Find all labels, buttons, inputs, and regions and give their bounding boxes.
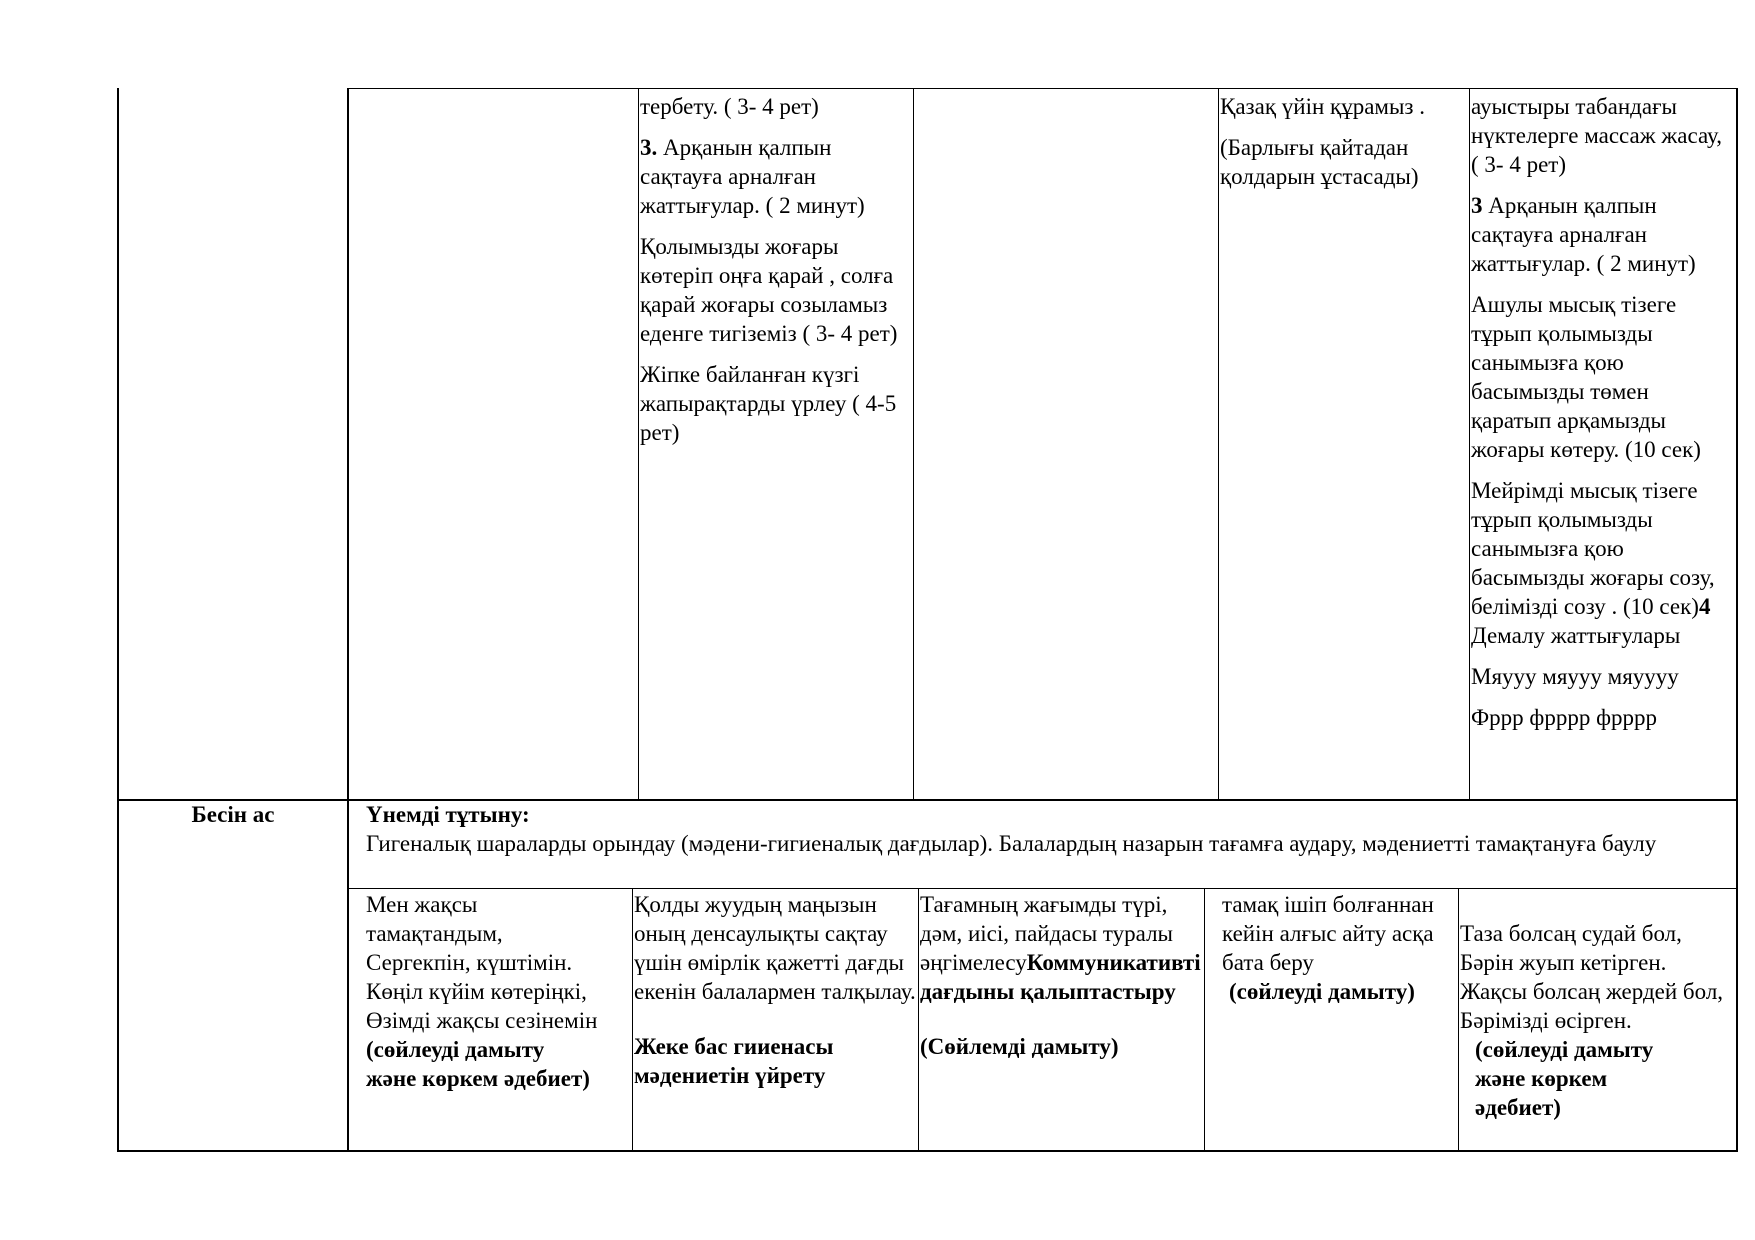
step-text: Мейрімді мысық тізеге тұрып қолымызды санымызға қою басымызды жоғары созу, белімізді созу . (10 сек): [1471, 478, 1715, 619]
text-line: Жақсы болсаң жердей бол,: [1460, 979, 1724, 1004]
text-paragraph: Қолымызды жоғары көтеріп оңға қарай , солға қарай жоғары созыламыз еденге тигіземіз ( 3- 4 рет): [640, 234, 898, 346]
text-line: Бәрін жуып кетірген.: [1460, 950, 1667, 975]
top-cell-exercises-a: [640, 92, 912, 447]
text-line: Таза болсаң судай бол,: [1460, 921, 1682, 946]
text-line: (сөйлеуді дамыту: [366, 1037, 545, 1062]
text-line: Сергекпін, күштімін.: [366, 950, 573, 975]
text-paragraph: Қазақ үйін құрамыз .: [1220, 94, 1426, 119]
step-text: Арқанын қалпын сақтауға арналған жаттығулар. ( 2 минут): [1471, 193, 1696, 276]
text-paragraph: ауыстыры табандағы нүктелерге массаж жасау, ( 3- 4 рет): [1471, 94, 1722, 177]
subheader-text: Гигеналық шараларды орындау (мәдени-гигиеналық дағдылар). Балалардың назарын тағамға аудару, мәдениетті тамақтануға баулу: [366, 831, 1657, 856]
top-cell-exercises-b: [1471, 92, 1733, 732]
text-paragraph: тербету. ( 3- 4 рет): [640, 94, 819, 119]
step-text: Демалу жаттығулары: [1471, 623, 1681, 648]
column-divider-label: [347, 88, 349, 1152]
table-right-border: [1736, 88, 1738, 1152]
text-line: Көңіл күйім көтеріңкі,: [366, 979, 587, 1004]
bottom-divider-2: [632, 888, 633, 1151]
text-paragraph: Мяууу мяууу мяуууу: [1471, 664, 1679, 689]
subheader-separator: [348, 888, 1737, 889]
subheader-title: Үнемді тұтыну:: [366, 802, 530, 827]
table-bottom-border: [117, 1150, 1737, 1152]
text-line: тамақтандым,: [366, 921, 503, 946]
meal-cell-5: [1460, 919, 1734, 1122]
text-block: (сөйлеуді дамыту және көркем әдебиет): [1475, 1037, 1654, 1120]
top-cell-yurt: [1220, 92, 1467, 191]
top-divider-2: [638, 88, 639, 800]
top-divider-4: [1218, 88, 1219, 800]
text-inline: Коммуникативті дағдыны қалыптастыру: [920, 950, 1201, 1004]
step-number: 3.: [640, 135, 658, 160]
text-block: тамақ ішіп болғаннан кейін алғыс айту асқа бата беру: [1222, 892, 1434, 975]
bottom-divider-4: [1204, 888, 1205, 1151]
subheader-cell: [366, 800, 1726, 858]
text-block: Қолды жуудың маңызын оның денсаулықты сақтау үшін өмірлік қажетті дағды екенін балалармен талқылау.: [634, 892, 916, 1004]
text-paragraph: Жіпке байланған күзгі жапырақтарды үрлеу ( 4-5 рет): [640, 362, 897, 445]
text-line: және көркем әдебиет): [366, 1066, 590, 1091]
text-paragraph: [1471, 191, 1733, 278]
text-paragraph: [1471, 476, 1733, 650]
meal-cell-3: [920, 890, 1202, 1061]
top-row-top-border: [348, 88, 1737, 89]
text-line: Өзімді жақсы сезінемін: [366, 1008, 598, 1033]
row-label: Бесін ас: [191, 802, 275, 827]
text-block: Жеке бас гииенасы мәдениетін үйрету: [634, 1034, 834, 1088]
text-paragraph: Фррр фрррр фрррр: [1471, 705, 1657, 730]
meal-cell-1: [366, 890, 630, 1093]
top-divider-3: [913, 88, 914, 800]
step-number: 4: [1698, 594, 1711, 619]
table-left-border: [117, 88, 119, 1152]
text-inline: Тағамның жағымды түрі, дәм, иісі, пайдасы туралы әңгімелесу: [920, 892, 1173, 975]
text-line: Бәрімізді өсірген.: [1460, 1008, 1632, 1033]
text-paragraph: Ашулы мысық тізеге тұрып қолымызды санымызға қою басымызды төмен қаратып арқамызды жоғары көтеру. (10 сек): [1471, 292, 1701, 462]
text-paragraph: [640, 133, 912, 220]
text-block: [920, 890, 1202, 1006]
bottom-divider-3: [918, 888, 919, 1151]
step-text: Арқанын қалпын сақтауға арналған жаттығулар. ( 2 минут): [640, 135, 865, 218]
meal-cell-4: [1222, 890, 1454, 1006]
text-block: (сөйлеуді дамыту): [1229, 979, 1415, 1004]
top-divider-5: [1469, 88, 1470, 800]
text-paragraph: (Барлығы қайтадан қолдарын ұстасады): [1220, 135, 1419, 189]
bottom-divider-5: [1458, 888, 1459, 1151]
meal-cell-2: [634, 890, 916, 1090]
step-number: 3: [1471, 193, 1483, 218]
text-block: (Сөйлемді дамыту): [920, 1034, 1119, 1059]
text-line: Мен жақсы: [366, 892, 478, 917]
